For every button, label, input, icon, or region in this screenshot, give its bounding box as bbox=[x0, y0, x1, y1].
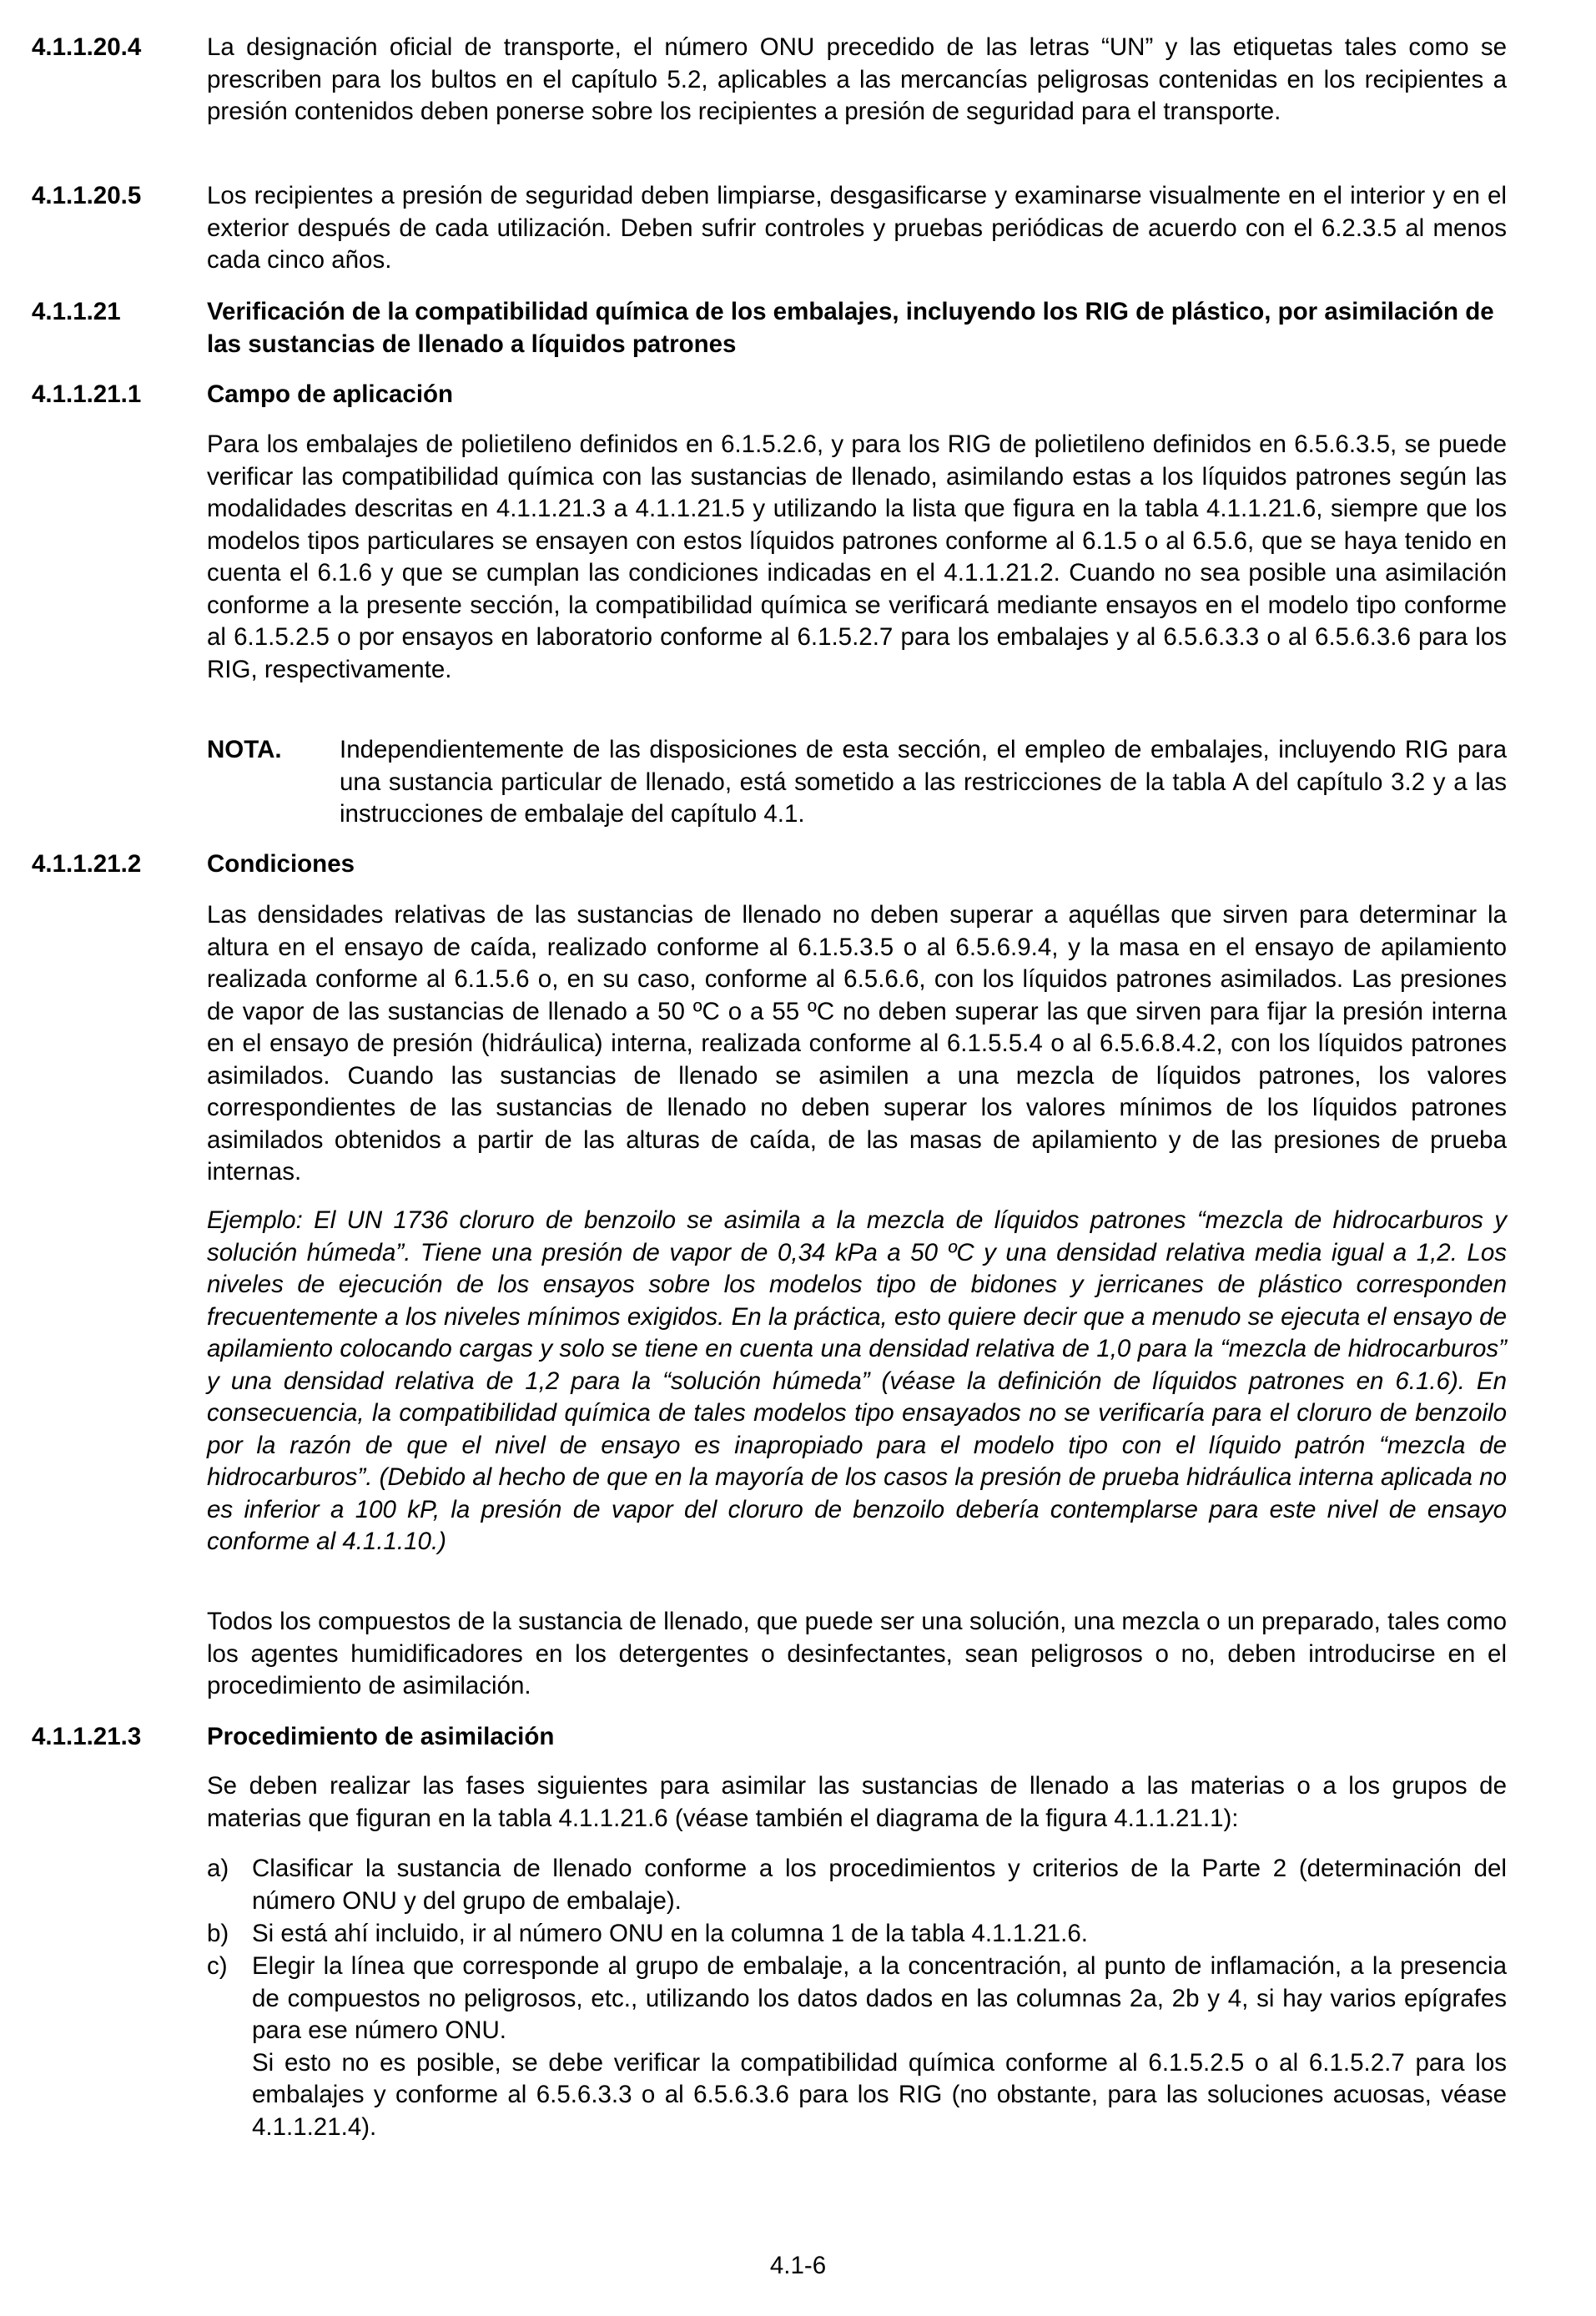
page-number: 4.1-6 bbox=[769, 2252, 827, 2279]
section-text: Para los embalajes de polietileno definidos en 6.1.5.2.6, y para los RIG de polietileno definidos en 6.5.6.3.5, se puede verificar las compatibilidad química con las sustancias de llenado, asimilando estas a los líquidos patrones según las modalidades descritas en 4.1.1.21.3 a 4.1.1.21.5 y utilizando la lista que figura en la tabla 4.1.1.21.6, siempre que los modelos tipos particulares se ensayen con estos líquidos patrones conforme al 6.1.5 o al 6.5.6, que se haya tenido en cuenta el 6.1.6 y que se cumplan las condiciones indicadas en el 4.1.1.21.2. Cuando no sea posible una asimilación conforme a la presente sección, la compatibilidad química se verificará mediante ensayos en el modelo tipo conforme al 6.1.5.2.5 o por ensayos en laboratorio conforme al 6.1.5.2.7 para los embalajes y al 6.5.6.3.3 o al 6.5.6.3.6 para los RIG, respectivamente. bbox=[207, 430, 1507, 683]
example-text: Ejemplo: El UN 1736 cloruro de benzoilo se asimila a la mezcla de líquidos patrones “mezcla de hidrocarburos y solución húmeda”. Tiene una presión de vapor de 0,34 kPa a 50 ºC y una densidad relativa media igual a 1,2. Los niveles de ejecución de los ensayos sobre los modelos tipo de bidones y jerricanes de plástico corresponden frecuentemente a los niveles mínimos exigidos. En la práctica, esto quiere decir que a menudo se ejecuta el ensayo de apilamiento colocando cargas y solo se tiene en cuenta una densidad relativa de 1,0 para la “mezcla de hidrocarburos” y una densidad relativa de 1,2 para la “solución húmeda” (véase la definición de líquidos patrones en 6.1.6). En consecuencia, la compatibilidad química de tales modelos tipo ensayados no se verificaría para el cloruro de benzoilo por la razón de que el nivel de ensayo es inapropiado para el modelo tipo con el líquido patrón “mezcla de hidrocarburos”. (Debido al hecho de que en la mayoría de los casos la presión de prueba hidráulica interna aplicada no es inferior a 100 kP, la presión de vapor del cloruro de benzoilo debería contemplarse para este nivel de ensayo conforme al 4.1.1.10.) bbox=[207, 1206, 1507, 1555]
section-heading: Verificación de la compatibilidad química de los embalajes, incluyendo los RIG de plástico, por asimilación de las sustancias de llenado a líquidos patrones bbox=[207, 298, 1494, 358]
section-text: Las densidades relativas de las sustancias de llenado no deben superar a aquéllas que sirven para determinar la altura en el ensayo de caída, realizado conforme al 6.1.5.3.5 o al 6.5.6.9.4, y la masa en el ensayo de apilamiento realizada conforme al 6.1.5.6 o, en su caso, conforme al 6.5.6.6, con los líquidos patrones asimilados. Las presiones de vapor de las sustancias de llenado a 50 ºC o a 55 ºC no deben superar las que sirven para fijar la presión interna en el ensayo de presión (hidráulica) interna, realizada conforme al 6.1.5.5.4 o al 6.5.6.8.4.2, con los líquidos patrones asimilados. Cuando las sustancias de llenado se asimilen a una mezcla de líquidos patrones, los valores correspondientes de las sustancias de llenado no deben superar los valores mínimos de los líquidos patrones asimilados obtenidos a partir de las alturas de caída, de las masas de apilamiento y de las presiones de prueba internas. bbox=[207, 901, 1507, 1186]
section-text: Todos los compuestos de la sustancia de llenado, que puede ser una solución, una mezcla o un preparado, tales como los agentes humidificadores en los detergentes o desinfectantes, sean peligrosos o no, deben introducirse en el procedimiento de asimilación. bbox=[207, 1608, 1507, 1699]
list-letter: a) bbox=[207, 1855, 229, 1882]
list-letter: b) bbox=[207, 1920, 229, 1947]
list-text-part: Elegir la línea que corresponde al grupo de embalaje, a la concentración, al punto de inflamación, a la presencia de compuestos no peligrosos, etc., utilizando los datos dados en las columnas 2a, 2b y 4, si hay varios epígrafes para ese número ONU. bbox=[252, 1952, 1507, 2044]
section-number: 4.1.1.21.2 bbox=[32, 850, 142, 878]
nota-text: Independientemente de las disposiciones de esta sección, el empleo de embalajes, incluyendo RIG para una sustancia particular de llenado, está sometido a las restricciones de la tabla A del capítulo 3.2 y a las instrucciones de embalaje del capítulo 4.1. bbox=[340, 736, 1507, 828]
list-text bbox=[252, 1951, 1507, 2143]
section-text: Los recipientes a presión de seguridad deben limpiarse, desgasificarse y examinarse visualmente en el interior y en el exterior después de cada utilización. Deben sufrir controles y pruebas periódicas de acuerdo con el 6.2.3.5 al menos cada cinco años. bbox=[207, 182, 1507, 274]
section-heading: Campo de aplicación bbox=[207, 380, 454, 408]
section-number: 4.1.1.21.1 bbox=[32, 380, 142, 408]
section-text: La designación oficial de transporte, el número ONU precedido de las letras “UN” y las etiquetas tales como se prescriben para los bultos en el capítulo 5.2, aplicables a las mercancías peligrosas contenidas en los recipientes a presión contenidos deben ponerse sobre los recipientes a presión de seguridad para el transporte. bbox=[207, 33, 1507, 125]
list-text: Clasificar la sustancia de llenado conforme a los procedimientos y criterios de la Parte 2 (determinación del número ONU y del grupo de embalaje). bbox=[252, 1855, 1507, 1915]
list-letter: c) bbox=[207, 1952, 228, 1980]
section-number: 4.1.1.21 bbox=[32, 298, 121, 325]
section-heading: Procedimiento de asimilación bbox=[207, 1723, 555, 1750]
section-heading: Condiciones bbox=[207, 850, 355, 878]
section-number: 4.1.1.20.5 bbox=[32, 182, 142, 209]
list-text-part: Si esto no es posible, se debe verificar la compatibilidad química conforme al 6.1.5.2.5 o al 6.1.5.2.7 para los embalajes y conforme al 6.5.6.3.3 o al 6.5.6.3.6 para los RIG (no obstante, para las soluciones acuosas, véase 4.1.1.21.4). bbox=[252, 2048, 1507, 2141]
section-text: Se deben realizar las fases siguientes para asimilar las sustancias de llenado a las materias o a los grupos de materias que figuran en la tabla 4.1.1.21.6 (véase también el diagrama de la figura 4.1.1.21.1): bbox=[207, 1772, 1507, 1832]
section-number: 4.1.1.21.3 bbox=[32, 1723, 142, 1750]
list-text: Si está ahí incluido, ir al número ONU en la columna 1 de la tabla 4.1.1.21.6. bbox=[252, 1920, 1088, 1947]
section-number: 4.1.1.20.4 bbox=[32, 33, 142, 61]
nota-label: NOTA. bbox=[207, 736, 282, 763]
